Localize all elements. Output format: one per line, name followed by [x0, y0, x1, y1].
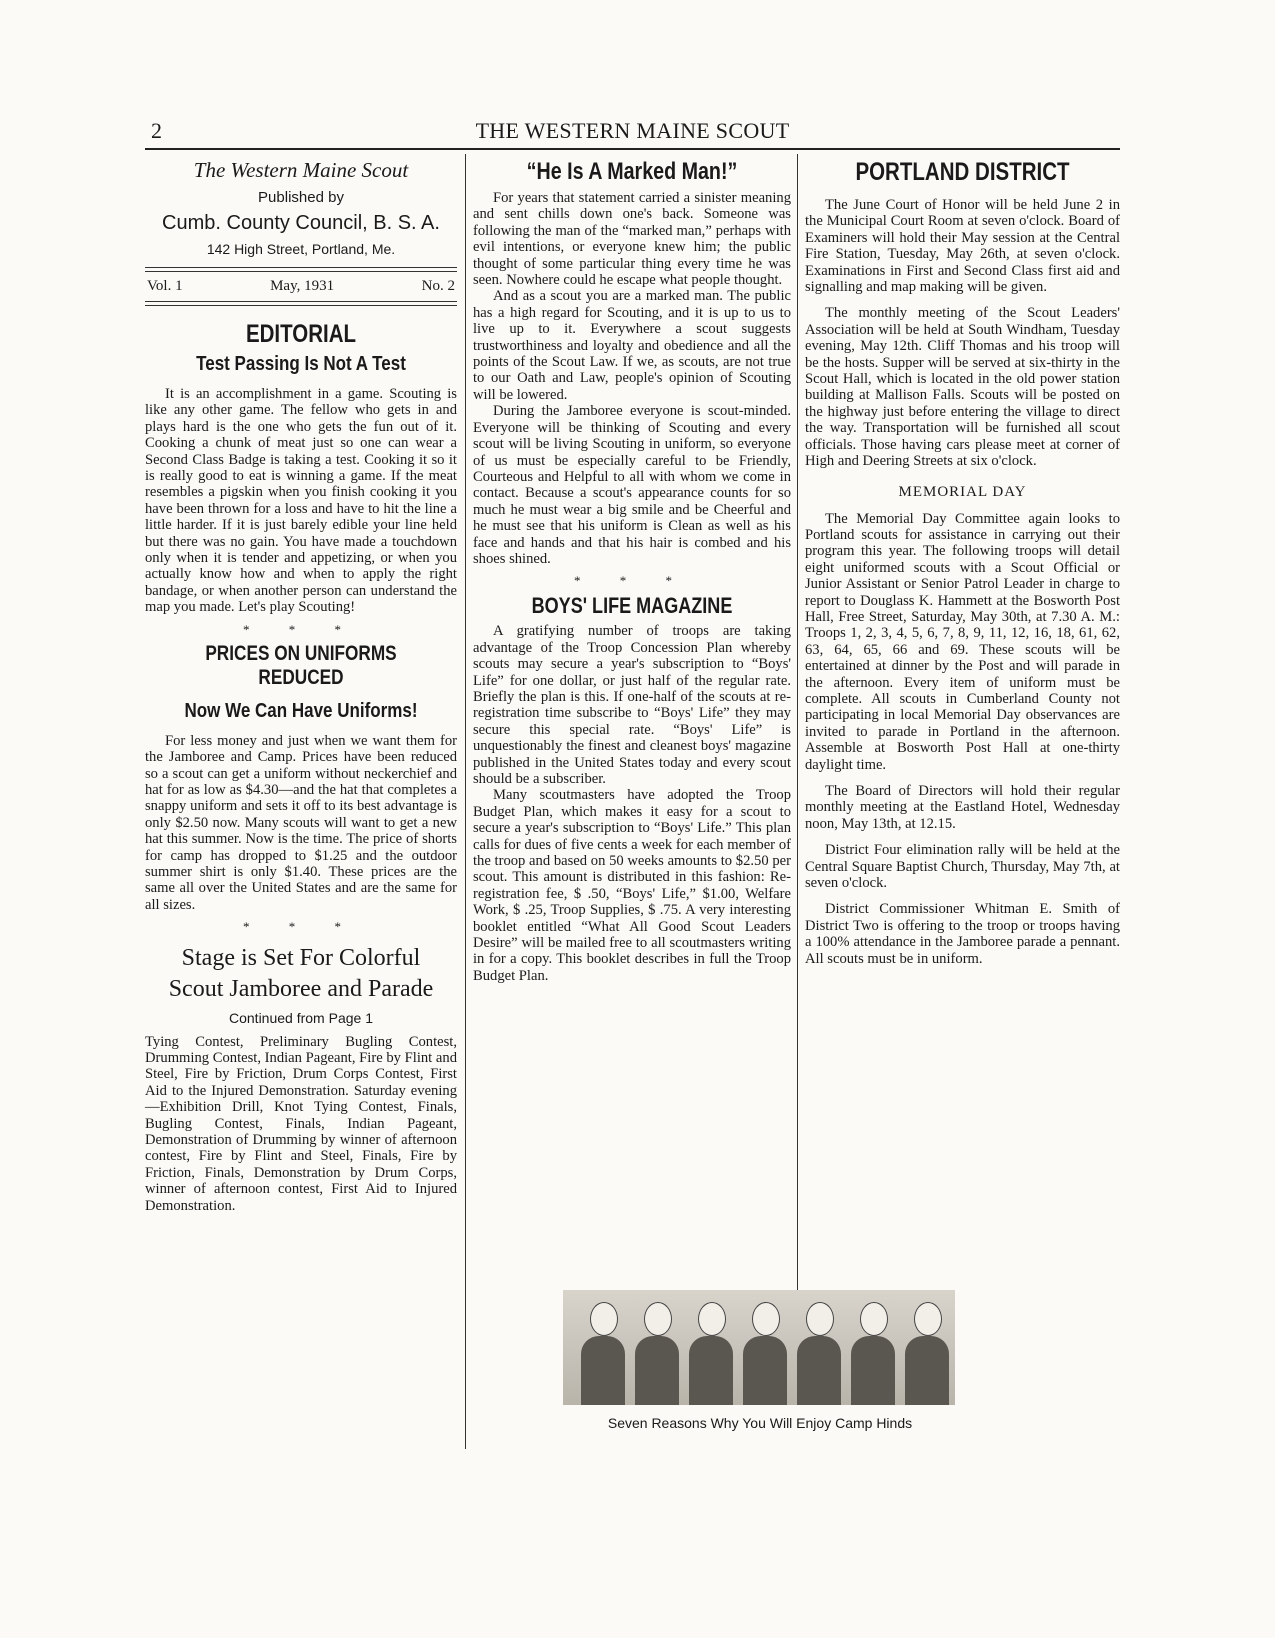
boys-life-paragraph: Many scoutmasters have adopted the Troop Budget Plan, which makes it easy for a scout to secure a year's subscription to “Boys' Life.” This plan calls for dues of five cents a week for each member of the troop and based on 50 weeks amounts to $2.50 per scout. This amount is distributed in this fashion: Re-registration fee, $ .50, “Boys' Life,” $1.00, Welfare Work, $ .25, Troop Supplies, $ .75. A very interesting booklet entitled “What All Good Scout Leaders Desire” will be mailed free to all scoutmasters writing in for a copy. This booklet describes in full the Troop Budget Plan.: [473, 787, 791, 984]
portland-paragraph: The June Court of Honor will be held June 2 in the Municipal Court Room at seven o'clock. Board of Examiners will hold their May session at the Central Fire Station, Tuesday, May 26th, at seven o'clock. Examinations in First and Second Class first aid and signalling and map making will be given.: [805, 197, 1120, 296]
marked-man-paragraph: And as a scout you are a marked man. The public has a high regard for Scouting, and it is up to us to live up to it. Everywhere a scout suggests trustworthiness and loyalty and obedience and all the points of the Scout Law. If we, as scouts, are not true to our Oath and Law, people's opinion of Scouting will be lowered.: [473, 288, 791, 403]
boys-life-paragraph: A gratifying number of troops are taking advantage of the Troop Concession Plan whereby scouts may secure a year's subscription to “Boys' Life” for one dollar, or just half of the regular rate. Briefly the plan is this. If one-half of the scouts at re-registration time subscribe to “Boys' Life” they may secure this special rate. “Boys' Life” is unquestionably the finest and cleanest boys' magazine published in the United States today and every scout should be a subscriber.: [473, 623, 791, 787]
boys-life-heading: BOYS' LIFE MAGAZINE: [531, 593, 733, 619]
rally-paragraph: District Four elimination rally will be held at the Central Square Baptist Church, Thursday, May 7th, at seven o'clock.: [805, 842, 1120, 892]
uniforms-text: For less money and just when we want them for the Jamboree and Camp. Prices have been reduced so a scout can get a uniform without neckerchief and hat for as low as $4.30—and the hat that completes a snappy uniform and sets it off to its best advantage is only $2.50 now. Many scouts will want to get a new hat this summer. Now is the time. The price of shorts for camp has dropped to $1.25 and the outdoor summer shirt is only $1.40. These prices are the same all over the United States and are the same for all sizes.: [145, 732, 457, 913]
scout-figure: [635, 1302, 679, 1402]
jamboree-heading: [145, 943, 457, 1005]
pennant-paragraph: District Commissioner Whitman E. Smith of District Two is offering to the troop or troops having a 100% attendance in the Jamboree parade a pennant. All scouts must be in uniform.: [805, 901, 1120, 967]
double-rule: [145, 301, 457, 306]
jamboree-heading-line2: Scout Jamboree and Parade: [168, 976, 434, 1003]
column-left: [145, 154, 457, 1214]
directors-paragraph: The Board of Directors will hold their regular monthly meeting at the Eastland Hotel, Wednesday noon, May 13th, at 12.15.: [805, 783, 1120, 832]
page-number: 2: [151, 118, 162, 143]
scout-figure: [851, 1302, 895, 1402]
newspaper-title: THE WESTERN MAINE SCOUT: [475, 118, 790, 143]
marked-man-paragraph: During the Jamboree everyone is scout-minded. Everyone will be thinking of Scouting and every scout will be living Scouting in uniform, so everyone of us must be especially careful to be Friendly, Courteous and Helpful to all with whom we come in contact. Because a scout's appearance counts for so much he must wear a big smile and be Cheerful and he must see that his uniform is Clean as well as his face and hands and that his hair is combed and his shoes shined.: [473, 403, 791, 567]
marked-man-paragraph: For years that statement carried a sinister meaning and sent chills down one's back. Someone was following the man of the “marked man,” perhaps with evil intentions, or everyone knew him; the public thought of some particular thing every time he was seen. Nowhere could he escape what people thought.: [473, 190, 791, 289]
memorial-day-heading: MEMORIAL DAY: [898, 483, 1027, 500]
scouts-photo: [563, 1290, 955, 1405]
photo-caption: Seven Reasons Why You Will Enjoy Camp Hinds: [607, 1415, 913, 1431]
marked-man-heading: “He Is A Marked Man!”: [526, 158, 738, 185]
masthead-title: The Western Maine Scout: [193, 158, 409, 182]
editorial-subheading: Test Passing Is Not A Test: [196, 353, 406, 375]
separator: * * *: [574, 573, 690, 589]
volume: Vol. 1: [147, 278, 183, 294]
issue-number: No. 2: [421, 278, 455, 294]
issue-date: May, 1931: [270, 278, 335, 294]
column-right: [805, 154, 1120, 967]
memorial-paragraph: The Memorial Day Committee again looks to Portland scouts for assistance in carrying out their program this year. The following troops will detail eight uniformed scouts with a Scout Official or Junior Assistant or Senior Patrol Leader in charge to report to Douglass K. Hammett at the Bosworth Post Hall, Free Street, Saturday, May 30th, at 7.30 A. M.: Troops 1, 2, 3, 4, 5, 6, 7, 8, 9, 11, 12, 16, 18, 61, 62, 63, 64, 65, 66 and 69. These scouts will be entertained at dinner by the Post and will parade in the afternoon. Every item of uniform must be complete. All scouts in Cumberland County not participating in local Memorial Day observances are invited to parade in Portland in the afternoon. Assemble at Bosworth Post Hall at one-thirty daylight time.: [805, 510, 1120, 773]
portland-heading: PORTLAND DISTRICT: [855, 158, 1070, 186]
column-divider: [465, 154, 466, 1449]
editorial-heading: EDITORIAL: [245, 320, 357, 348]
uniforms-heading: PRICES ON UNIFORMS REDUCED: [205, 641, 397, 689]
jamboree-text: Tying Contest, Preliminary Bugling Contest, Drumming Contest, Indian Pageant, Fire by Flint and Steel, Fire by Friction, Drum Corps Contest, First Aid to the Injured Demonstration. Saturday evening—Exhibition Drill, Knot Tying Contest, Finals, Bugling Contest, Finals, Indian Pageant, Demonstration of Drumming by winner of afternoon contest, Fire by Flint and Steel, Finals, Fire by Friction, Finals, Demonstration by Drum Corps, winner of afternoon contest, First Aid to Injured Demonstration.: [145, 1033, 457, 1214]
column-divider: [797, 154, 798, 1294]
separator: * * *: [243, 919, 359, 935]
editorial-text: It is an accomplishment in a game. Scouting is like any other game. The fellow who gets in and plays hard is the one who gets the fun out of it. Cooking a chunk of meat just so one can wear a Second Class Badge is taking a test. Cooking it so it is really good to eat is winning a game. If the meat resembles a pigskin when you finish cooking it you have been thrown for a loss and have to hit the line a little harder. If it is just barely edible your line held but there was no gain. You have made a touchdown only when it is tender and appetizing, or when you actually know how and when to apply the right bandage, or when another person can understand the map you made. Let's play Scouting!: [145, 386, 457, 616]
scout-figure: [581, 1302, 625, 1402]
published-by: Published by: [258, 189, 344, 206]
masthead: [145, 158, 457, 257]
separator: * * *: [243, 621, 359, 637]
uniforms-subheading: Now We Can Have Uniforms!: [184, 699, 418, 722]
jamboree-heading-line1: Stage is Set For Colorful: [181, 945, 421, 972]
scout-figure: [743, 1302, 787, 1402]
scout-figure: [797, 1302, 841, 1402]
continued-note: Continued from Page 1: [229, 1009, 373, 1026]
running-header: [145, 112, 1120, 150]
issue-line: [145, 272, 457, 301]
portland-paragraph: The monthly meeting of the Scout Leaders' Association will be held at South Windham, Tuesday evening, May 12th. Cliff Thomas and his troop will be the hosts. Supper will be served at six-thirty in the Scout Hall, which is located in the old power station building at Mallison Falls. Scouts will be posted on the highway just before entering the village to direct the way. Transportation will be furnished all scout officials. Those having cars please meet at corner of High and Deering Streets at six o'clock.: [805, 305, 1120, 470]
council-address: 142 High Street, Portland, Me.: [206, 241, 396, 257]
column-middle: [473, 154, 791, 984]
scout-figure: [905, 1302, 949, 1402]
council-name: Cumb. County Council, B. S. A.: [162, 212, 440, 234]
newspaper-page: [145, 112, 1120, 1512]
scout-figure: [689, 1302, 733, 1402]
